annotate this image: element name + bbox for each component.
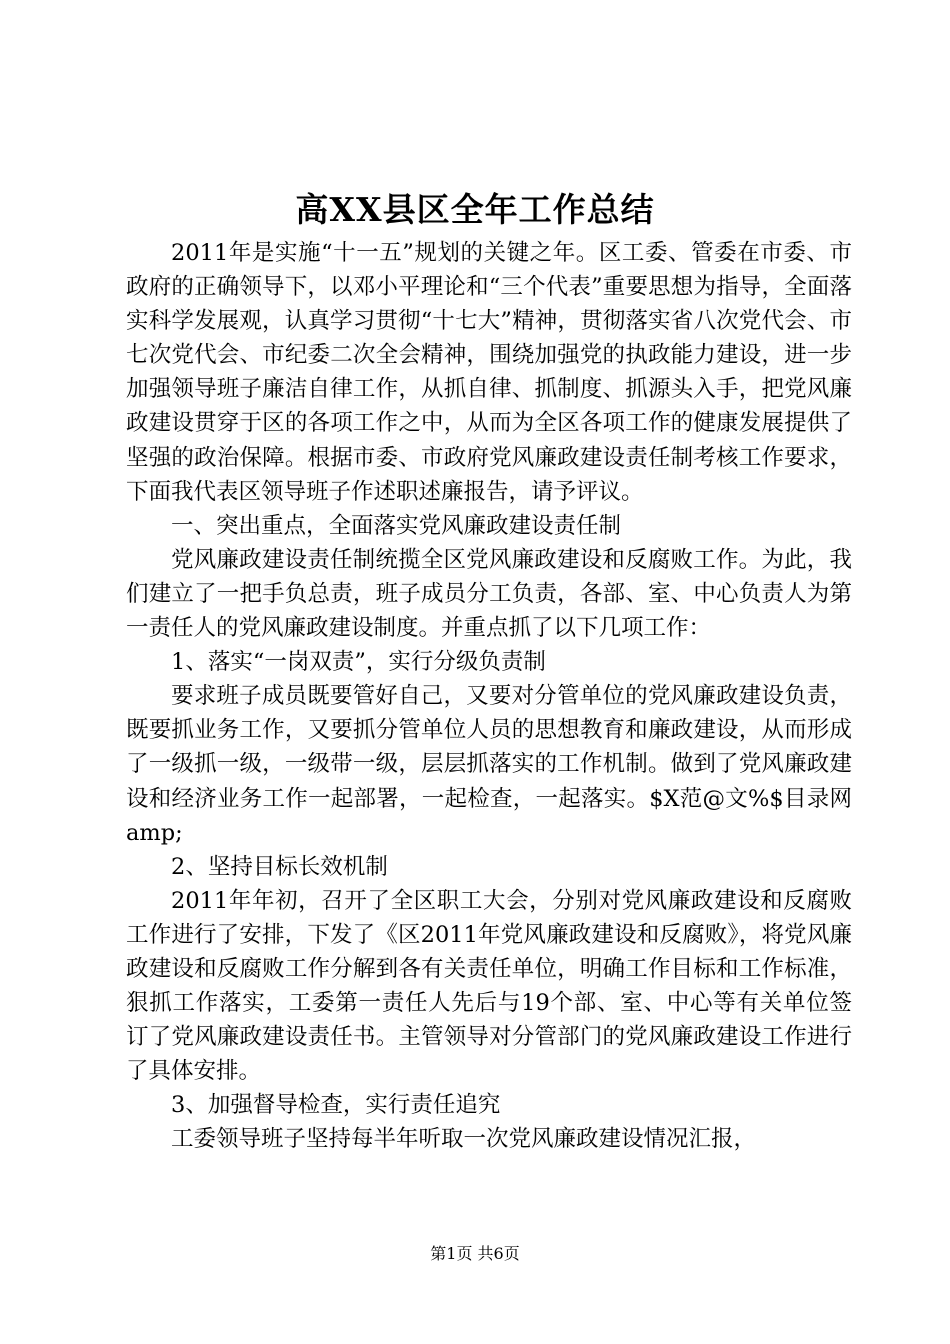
subsection-1-paragraph: 要求班子成员既要管好自己，又要对分管单位的党风廉政建设负责，既要抓业务工作，又要抓分管单位人员的思想教育和廉政建设，从而形成了一级抓一级，一级带一级，层层抓落实的工作机制。做到了党风廉政建设和经济业务工作一起部署，一起检查，一起落实。$X范@文%$目录网amp; [126,683,852,846]
subsection-3-paragraph: 工委领导班子坚持每半年听取一次党风廉政建设情况汇报， [171,1126,757,1153]
intro-paragraph: 2011年是实施“十一五”规划的关键之年。区工委、管委在市委、市政府的正确领导下，以邓小平理论和“三个代表”重要思想为指导，全面落实科学发展观，认真学习贯彻“十七大”精神，贯彻落实省八次党代会、市七次党代会、市纪委二次全会精神，围绕加强党的执政能力建设，进一步加强领导班子廉洁自律工作，从抓自律、抓制度、抓源头入手，把党风廉政建设贯穿于区的各项工作之中，从而为全区各项工作的健康发展提供了坚强的政治保障。根据市委、市政府党风廉政建设责任制考核工作要求，下面我代表区领导班子作述职述廉报告，请予评议。 [126,240,852,505]
document-body [126,236,852,1157]
page-footer: 第1页 共6页 [430,1244,520,1263]
subsection-2-paragraph: 2011年年初，召开了全区职工大会，分别对党风廉政建设和反腐败工作进行了安排，下发了《区2011年党风廉政建设和反腐败》，将党风廉政建设和反腐败工作分解到各有关责任单位，明确工作目标和工作标准，狠抓工作落实，工委第一责任人先后与19个部、室、中心等有关单位签订了党风廉政建设责任书。主管领导对分管部门的党风廉政建设工作进行了具体安排。 [126,887,852,1085]
subheading-1: 1、落实“一岗双责”，实行分级负责制 [171,649,546,676]
section-1-paragraph: 党风廉政建设责任制统揽全区党风廉政建设和反腐败工作。为此，我们建立了一把手负总责，班子成员分工负责，各部、室、中心负责人为第一责任人的党风廉政建设制度。并重点抓了以下几项工作： [126,546,852,642]
section-heading-1: 一、突出重点，全面落实党风廉政建设责任制 [171,512,622,539]
document-title: 高XX县区全年工作总结 [295,190,655,229]
subheading-3: 3、加强督导检查，实行责任追究 [171,1092,501,1119]
subheading-2: 2、坚持目标长效机制 [171,853,388,880]
